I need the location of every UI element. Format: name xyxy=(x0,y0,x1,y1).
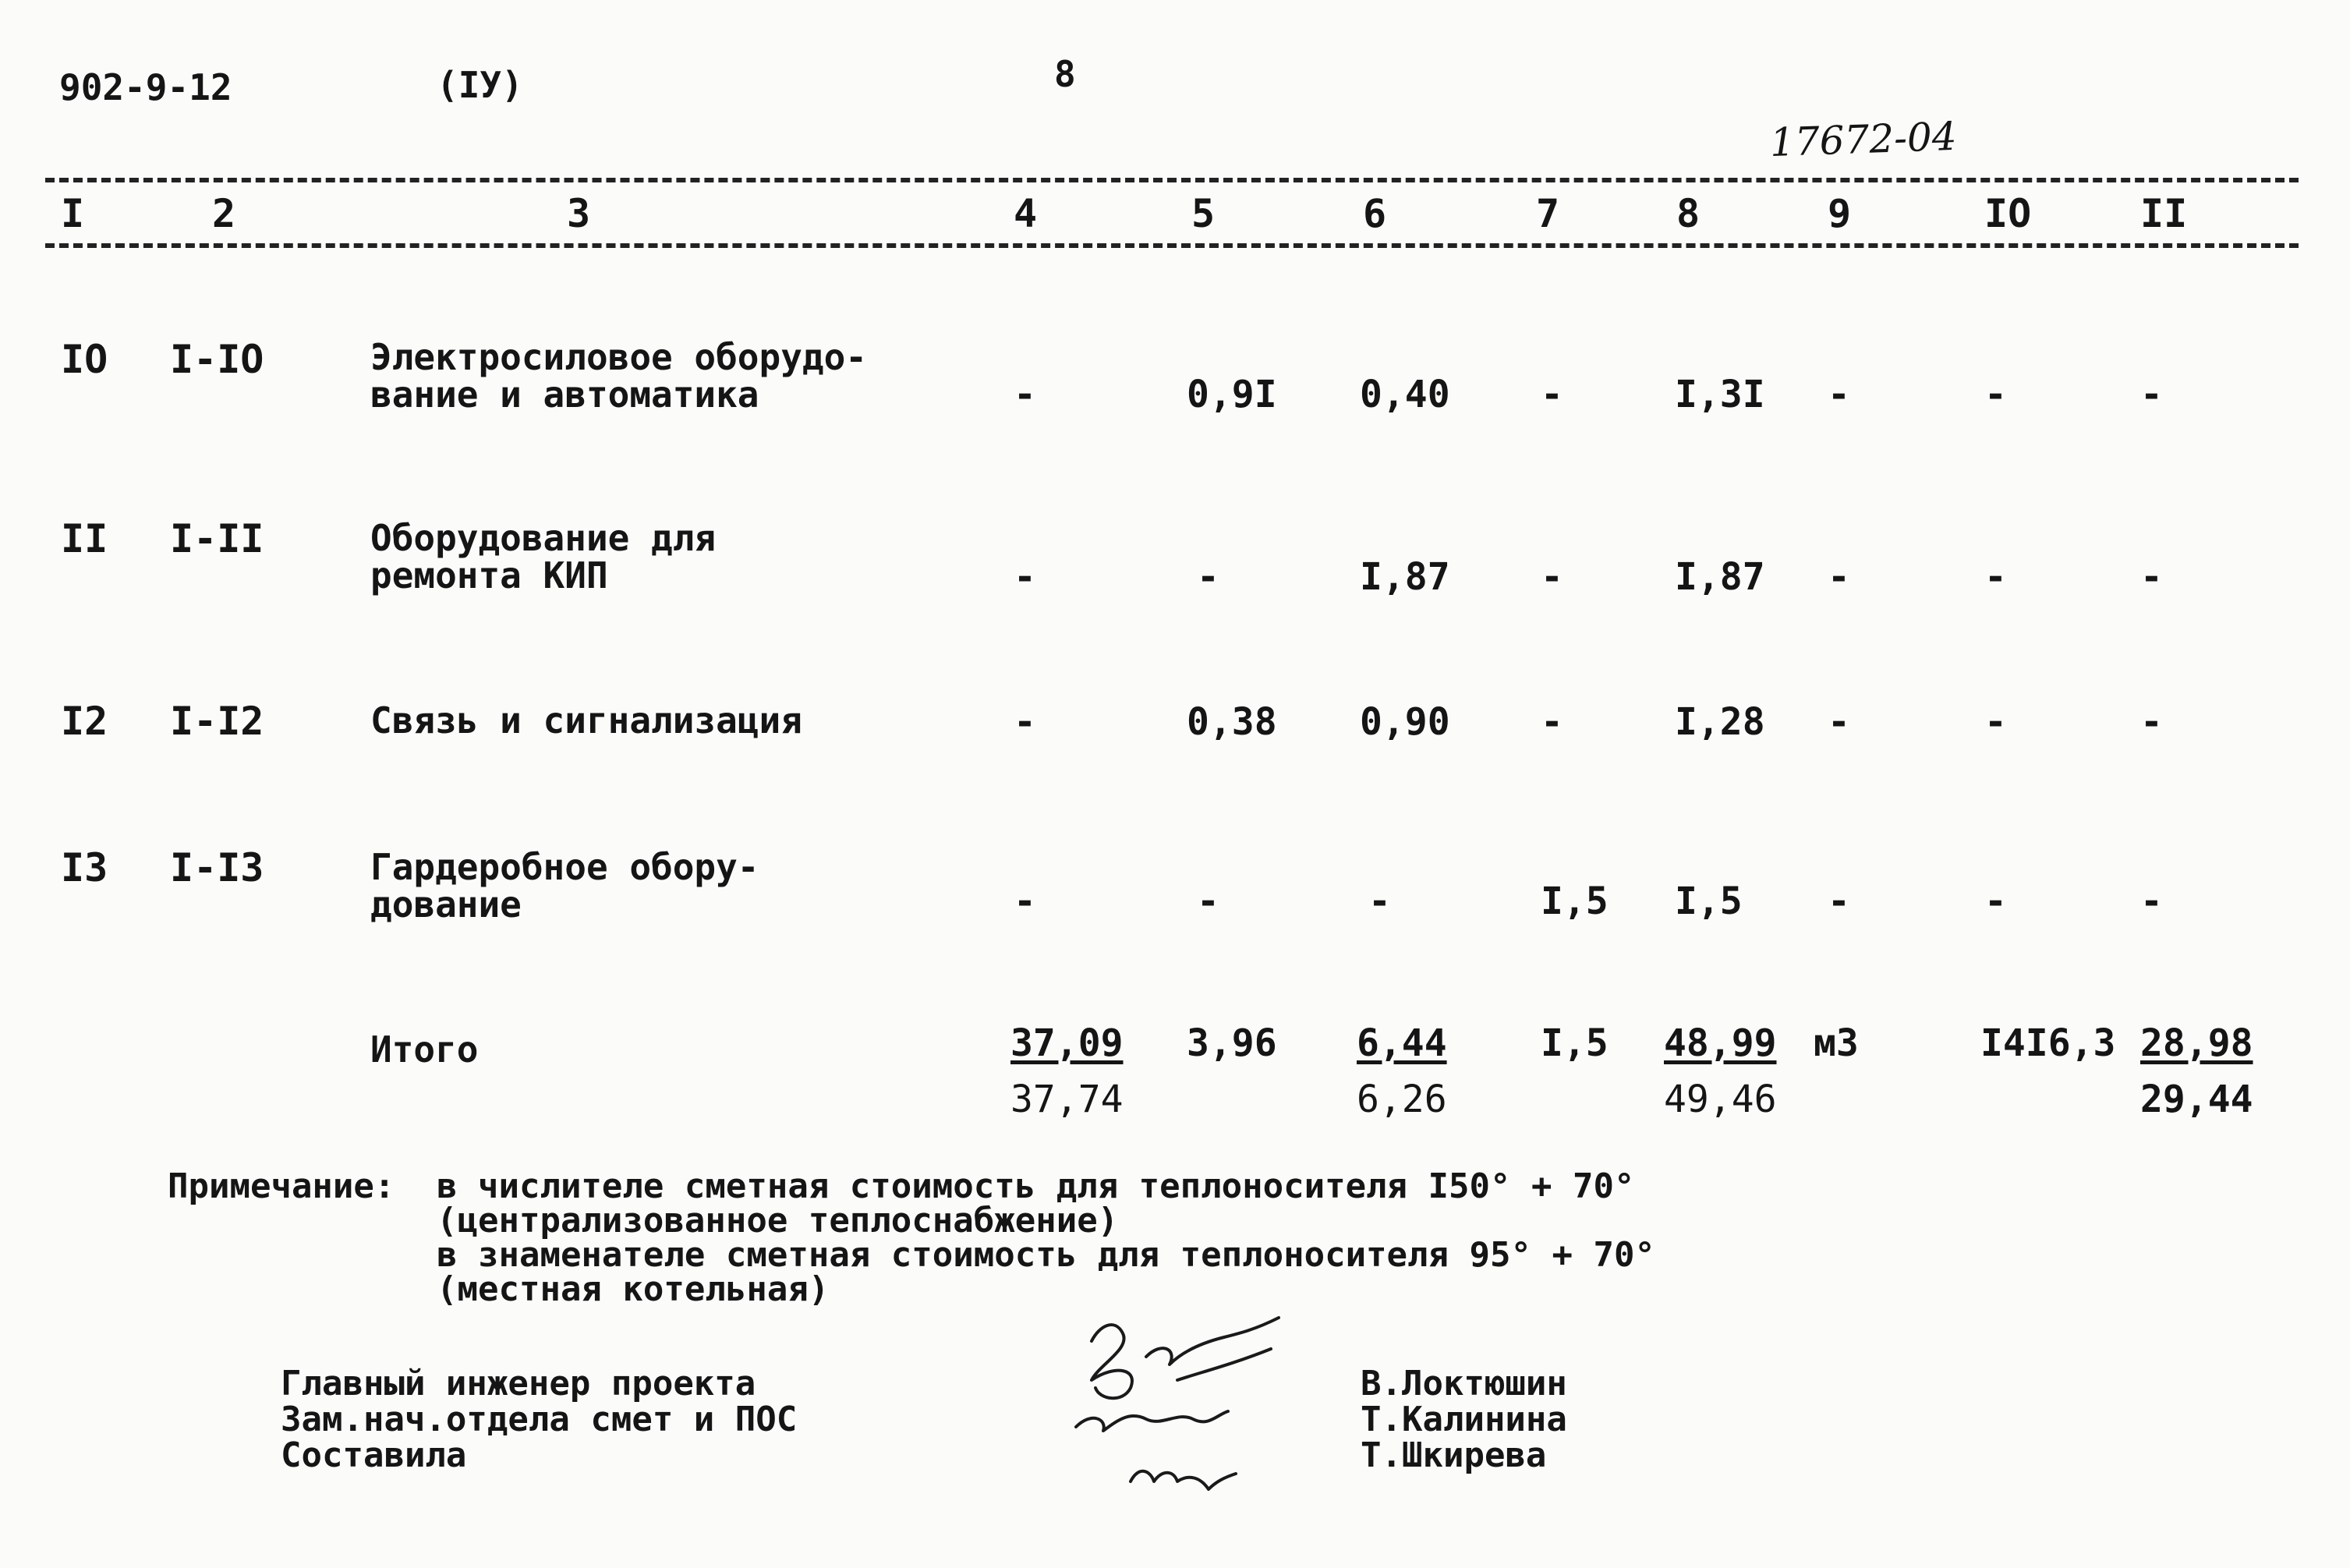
total-col10: I4I6,3 xyxy=(1980,1021,2116,1065)
cell-col6: I,87 xyxy=(1360,555,1450,599)
total-col11-denominator: 29,44 xyxy=(2140,1078,2253,1121)
cell-col10: - xyxy=(1984,880,2007,923)
signature-role: Составила xyxy=(281,1435,467,1475)
row-name: Гардеробное обору- дование xyxy=(370,846,759,926)
row-number: II xyxy=(61,516,108,561)
signature-role: Зам.нач.отдела смет и ПОС xyxy=(281,1400,798,1439)
cell-col5: - xyxy=(1197,880,1219,923)
cell-col4: - xyxy=(1014,700,1036,744)
row-name: Электросиловое оборудо- вание и автоматика xyxy=(370,336,867,416)
col-header-10: IO xyxy=(1984,191,2032,236)
cell-col6: 0,40 xyxy=(1360,373,1450,416)
row-name: Оборудование для ремонта КИП xyxy=(370,517,717,596)
total-col7: I,5 xyxy=(1541,1021,1609,1065)
handwritten-signatures-image xyxy=(1045,1294,1341,1528)
total-col9-unit: м3 xyxy=(1814,1021,1859,1065)
cell-col9: - xyxy=(1828,555,1850,599)
cell-col6: - xyxy=(1368,880,1391,923)
total-col8-denominator: 49,46 xyxy=(1664,1078,1777,1121)
row-code: I-IO xyxy=(170,337,264,382)
signature-roles xyxy=(281,1366,797,1474)
page-number: 8 xyxy=(1054,53,1076,95)
total-col4-denominator: 37,74 xyxy=(1010,1078,1124,1121)
header-bottom-rule xyxy=(45,243,2299,248)
col-header-2: 2 xyxy=(212,191,236,236)
cell-col11: - xyxy=(2140,373,2163,416)
note-label: Примечание: xyxy=(168,1166,395,1206)
cell-col8: I,5 xyxy=(1675,880,1743,923)
col-header-4: 4 xyxy=(1014,191,1038,236)
col-header-3: 3 xyxy=(567,191,591,236)
total-col6-denominator: 6,26 xyxy=(1357,1078,1447,1121)
row-number: IO xyxy=(61,337,108,382)
row-name: Связь и сигнализация xyxy=(370,699,802,742)
cell-col7: - xyxy=(1541,700,1563,744)
row-number: I3 xyxy=(61,845,108,890)
signature-name: В.Локтюшин xyxy=(1361,1364,1567,1403)
cell-col10: - xyxy=(1984,373,2007,416)
signature-names xyxy=(1361,1366,1567,1474)
col-header-9: 9 xyxy=(1828,191,1852,236)
col-header-6: 6 xyxy=(1363,191,1387,236)
signature-role: Главный инженер проекта xyxy=(281,1364,756,1403)
col-header-8: 8 xyxy=(1676,191,1701,236)
note-text: в числителе сметная стоимость для теплоносителя I50° + 70° (централизованное теплоснабжение) в знаменателе сметная стоимость для теплоносителя 95° + 70° (местная котельная) xyxy=(437,1166,1655,1309)
col-header-7: 7 xyxy=(1536,191,1560,236)
total-col6-numerator: 6,44 xyxy=(1357,1021,1447,1065)
cell-col7: - xyxy=(1541,555,1563,599)
cell-col8: I,87 xyxy=(1675,555,1765,599)
cell-col10: - xyxy=(1984,555,2007,599)
cell-col6: 0,90 xyxy=(1360,700,1450,744)
signature-name: Т.Шкирева xyxy=(1361,1435,1547,1475)
cell-col7: - xyxy=(1541,373,1563,416)
total-col8-numerator: 48,99 xyxy=(1664,1021,1777,1065)
cell-col4: - xyxy=(1014,373,1036,416)
col-header-5: 5 xyxy=(1191,191,1216,236)
cell-col10: - xyxy=(1984,700,2007,744)
row-code: I-I3 xyxy=(170,845,264,890)
cell-col8: I,3I xyxy=(1675,373,1765,416)
row-code: I-II xyxy=(170,516,264,561)
total-label: Итого xyxy=(370,1028,479,1071)
document-volume: (IУ) xyxy=(437,64,523,106)
total-col5: 3,96 xyxy=(1187,1021,1277,1065)
header-top-rule xyxy=(45,178,2299,182)
row-code: I-I2 xyxy=(170,699,264,744)
col-header-11: II xyxy=(2140,191,2188,236)
cell-col9: - xyxy=(1828,700,1850,744)
cell-col9: - xyxy=(1828,373,1850,416)
col-header-1: I xyxy=(61,191,85,236)
cell-col9: - xyxy=(1828,880,1850,923)
cell-col11: - xyxy=(2140,880,2163,923)
cell-col4: - xyxy=(1014,555,1036,599)
row-number: I2 xyxy=(61,699,108,744)
cell-col4: - xyxy=(1014,880,1036,923)
cell-col11: - xyxy=(2140,700,2163,744)
total-col11-numerator: 28,98 xyxy=(2140,1021,2253,1065)
cell-col8: I,28 xyxy=(1675,700,1765,744)
inventory-number: 17672-04 xyxy=(1769,113,1958,166)
signature-name: Т.Калинина xyxy=(1361,1400,1567,1439)
document-code: 902-9-12 xyxy=(59,66,232,108)
cell-col5: 0,9I xyxy=(1187,373,1277,416)
cell-col5: - xyxy=(1197,555,1219,599)
total-col4-numerator: 37,09 xyxy=(1010,1021,1124,1065)
cell-col5: 0,38 xyxy=(1187,700,1277,744)
cell-col7: I,5 xyxy=(1541,880,1609,923)
cell-col11: - xyxy=(2140,555,2163,599)
